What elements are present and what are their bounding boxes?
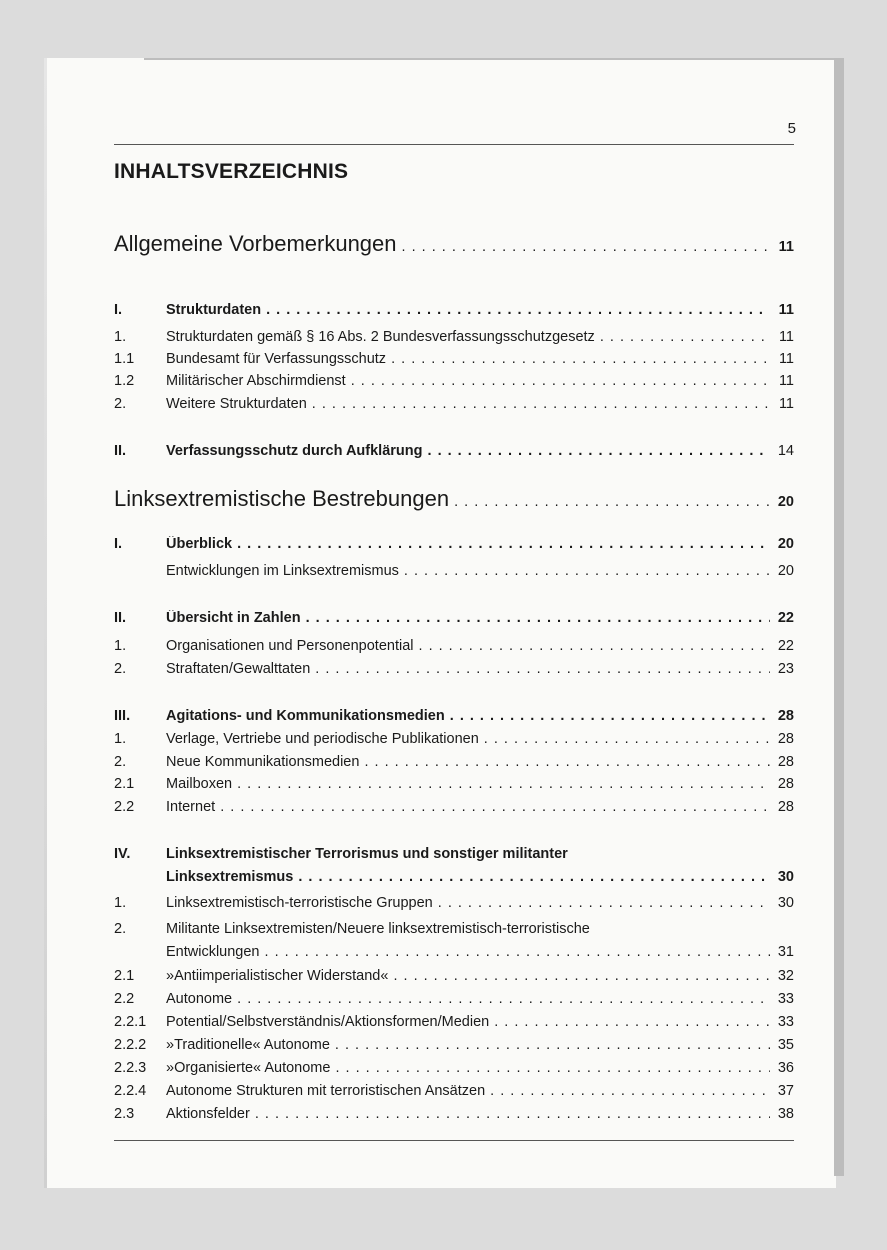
toc-entry-page: 28 bbox=[777, 776, 794, 792]
toc-entry-number: 1. bbox=[114, 895, 127, 911]
toc-part-heading bbox=[114, 231, 794, 256]
toc-entry-page: 20 bbox=[777, 536, 794, 552]
toc-entry bbox=[114, 638, 794, 660]
toc-entry bbox=[114, 921, 794, 943]
toc-entry-page: 30 bbox=[777, 869, 794, 885]
toc-entry-page: 38 bbox=[777, 1106, 794, 1122]
toc-entry-number: 2. bbox=[114, 661, 127, 677]
page-title: INHALTSVERZEICHNIS bbox=[114, 160, 349, 183]
toc-entry-page: 11 bbox=[778, 302, 794, 318]
toc-entry-page: 30 bbox=[777, 895, 794, 911]
toc-entry bbox=[114, 351, 794, 373]
toc-entry-text: Aktionsfelder . . . bbox=[166, 1106, 770, 1122]
toc-entry-number: 2. bbox=[114, 921, 127, 937]
toc-entry-page: 14 bbox=[777, 443, 794, 459]
toc-entry-number: 2. bbox=[114, 754, 127, 770]
toc-entry-number: 2. bbox=[114, 396, 127, 412]
toc-entry-text: Organisationen und Personenpotential . . . bbox=[166, 638, 770, 654]
toc-entry-text: Linksextremistischer Terrorismus und sonstiger militanter bbox=[166, 846, 568, 862]
toc-entry-text: Verlage, Vertriebe und periodische Publikationen . . . bbox=[166, 731, 770, 747]
toc-entry-text: Agitations- und Kommunikationsmedien . . . bbox=[166, 708, 770, 724]
toc-entry-page: 32 bbox=[777, 968, 794, 984]
toc-entry bbox=[114, 968, 794, 990]
toc-entry-page: 22 bbox=[777, 638, 794, 654]
toc-entry bbox=[114, 1060, 794, 1082]
toc-entry-text: Neue Kommunikationsmedien . . . bbox=[166, 754, 770, 770]
toc-entry-number: 2.1 bbox=[114, 776, 135, 792]
toc-entry-number: 2.2.3 bbox=[114, 1060, 147, 1076]
toc-entry-page: 11 bbox=[778, 351, 794, 367]
page-number: 5 bbox=[787, 120, 796, 137]
toc-entry-number: I. bbox=[114, 302, 123, 318]
toc-entry-text: Entwicklungen im Linksextremismus . . . bbox=[166, 563, 770, 579]
toc-entry-page: 11 bbox=[778, 373, 794, 389]
toc-entry bbox=[114, 1083, 794, 1105]
toc-entry-text: Überblick . . . bbox=[166, 536, 770, 552]
toc-entry-page: 20 bbox=[777, 563, 794, 579]
toc-entry-number: 2.2 bbox=[114, 799, 135, 815]
toc-entry-text: Autonome . . . bbox=[166, 991, 770, 1007]
toc-entry-page: 11 bbox=[778, 329, 794, 345]
toc-entry-number: 2.1 bbox=[114, 968, 135, 984]
toc-entry-page: 28 bbox=[777, 731, 794, 747]
toc-entry-text: Mailboxen . . . bbox=[166, 776, 770, 792]
toc-entry-number: 2.2.4 bbox=[114, 1083, 147, 1099]
toc-entry-text: Linksextremismus . . . bbox=[166, 869, 770, 885]
toc-entry bbox=[114, 563, 794, 585]
toc-entry-number: 1.2 bbox=[114, 373, 135, 389]
toc-entry bbox=[114, 799, 794, 821]
toc-entry-text: Militante Linksextremisten/Neuere linksextremistisch-terroristische bbox=[166, 921, 590, 937]
toc-entry bbox=[114, 661, 794, 683]
toc-section bbox=[114, 443, 794, 465]
toc-entry-page: 22 bbox=[777, 610, 794, 626]
footer-rule bbox=[114, 1140, 794, 1141]
toc-entry-number: 1. bbox=[114, 329, 127, 345]
toc-entry-page: 36 bbox=[777, 1060, 794, 1076]
toc-entry bbox=[114, 373, 794, 395]
toc-entry-number: IV. bbox=[114, 846, 131, 862]
toc-entry-page: 33 bbox=[777, 991, 794, 1007]
toc-entry-number: 2.2 bbox=[114, 991, 135, 1007]
toc-entry-text: Bundesamt für Verfassungsschutz . . . bbox=[166, 351, 770, 367]
toc-entry bbox=[114, 776, 794, 798]
toc-entry-text: Allgemeine Vorbemerkungen . . . bbox=[114, 231, 770, 257]
toc-entry-page: 11 bbox=[778, 396, 794, 412]
right-shadow bbox=[834, 58, 844, 1176]
toc-entry bbox=[114, 895, 794, 917]
left-edge bbox=[44, 58, 47, 1188]
toc-entry-continued bbox=[114, 944, 794, 966]
toc-entry-number: II. bbox=[114, 610, 127, 626]
toc-entry-page: 20 bbox=[777, 494, 794, 510]
toc-entry bbox=[114, 731, 794, 753]
toc-entry-text: »Antiimperialistischer Widerstand« . . . bbox=[166, 968, 770, 984]
toc-entry bbox=[114, 1037, 794, 1059]
toc-entry bbox=[114, 1106, 794, 1128]
toc-entry-text: Autonome Strukturen mit terroristischen Ansätzen . . . bbox=[166, 1083, 770, 1099]
toc-section bbox=[114, 536, 794, 558]
toc-entry bbox=[114, 329, 794, 351]
toc-entry-text: Übersicht in Zahlen . . . bbox=[166, 610, 770, 626]
toc-entry-page: 28 bbox=[777, 708, 794, 724]
header-rule bbox=[114, 144, 794, 145]
toc-entry-number: II. bbox=[114, 443, 127, 459]
toc-entry-page: 37 bbox=[777, 1083, 794, 1099]
toc-entry-number: 1. bbox=[114, 731, 127, 747]
toc-section-continued bbox=[114, 869, 794, 891]
toc-entry bbox=[114, 754, 794, 776]
toc-entry-text: Straftaten/Gewalttaten . . . bbox=[166, 661, 770, 677]
toc-entry-number: 2.2.2 bbox=[114, 1037, 147, 1053]
toc-entry-text: »Organisierte« Autonome . . . bbox=[166, 1060, 770, 1076]
toc-section bbox=[114, 302, 794, 324]
toc-entry-text: Weitere Strukturdaten . . . bbox=[166, 396, 770, 412]
toc-entry-text: Linksextremistische Bestrebungen . . . bbox=[114, 486, 770, 512]
toc-entry-text: »Traditionelle« Autonome . . . bbox=[166, 1037, 770, 1053]
toc-entry-page: 28 bbox=[777, 754, 794, 770]
toc-entry-page: 35 bbox=[777, 1037, 794, 1053]
toc-entry-number: III. bbox=[114, 708, 131, 724]
toc-entry-number: I. bbox=[114, 536, 123, 552]
toc-entry-text: Militärischer Abschirmdienst . . . bbox=[166, 373, 770, 389]
toc-entry-page: 23 bbox=[777, 661, 794, 677]
toc-entry-text: Linksextremistisch-terroristische Gruppen . . . bbox=[166, 895, 770, 911]
toc-entry-number: 1.1 bbox=[114, 351, 135, 367]
top-edge bbox=[144, 58, 836, 60]
toc-entry-text: Verfassungsschutz durch Aufklärung . . . bbox=[166, 443, 770, 459]
toc-section bbox=[114, 846, 794, 868]
toc-part-heading bbox=[114, 486, 794, 511]
document-page bbox=[44, 58, 836, 1188]
toc-entry bbox=[114, 396, 794, 418]
toc-entry-text: Entwicklungen . . . bbox=[166, 944, 770, 960]
toc-entry-page: 31 bbox=[777, 944, 794, 960]
toc-entry-page: 11 bbox=[778, 239, 794, 255]
toc-entry-text: Internet . . . bbox=[166, 799, 770, 815]
toc-entry-page: 33 bbox=[777, 1014, 794, 1030]
toc-entry bbox=[114, 1014, 794, 1036]
toc-entry-number: 1. bbox=[114, 638, 127, 654]
toc-section bbox=[114, 610, 794, 632]
toc-entry-text: Potential/Selbstverständnis/Aktionsformen/Medien . . . bbox=[166, 1014, 770, 1030]
toc-entry-number: 2.3 bbox=[114, 1106, 135, 1122]
toc-entry-page: 28 bbox=[777, 799, 794, 815]
toc-entry-number: 2.2.1 bbox=[114, 1014, 147, 1030]
toc-entry bbox=[114, 991, 794, 1013]
toc-entry-text: Strukturdaten . . . bbox=[166, 302, 770, 318]
toc-entry-text: Strukturdaten gemäß § 16 Abs. 2 Bundesverfassungsschutzgesetz . . . bbox=[166, 329, 770, 345]
toc-section bbox=[114, 708, 794, 730]
